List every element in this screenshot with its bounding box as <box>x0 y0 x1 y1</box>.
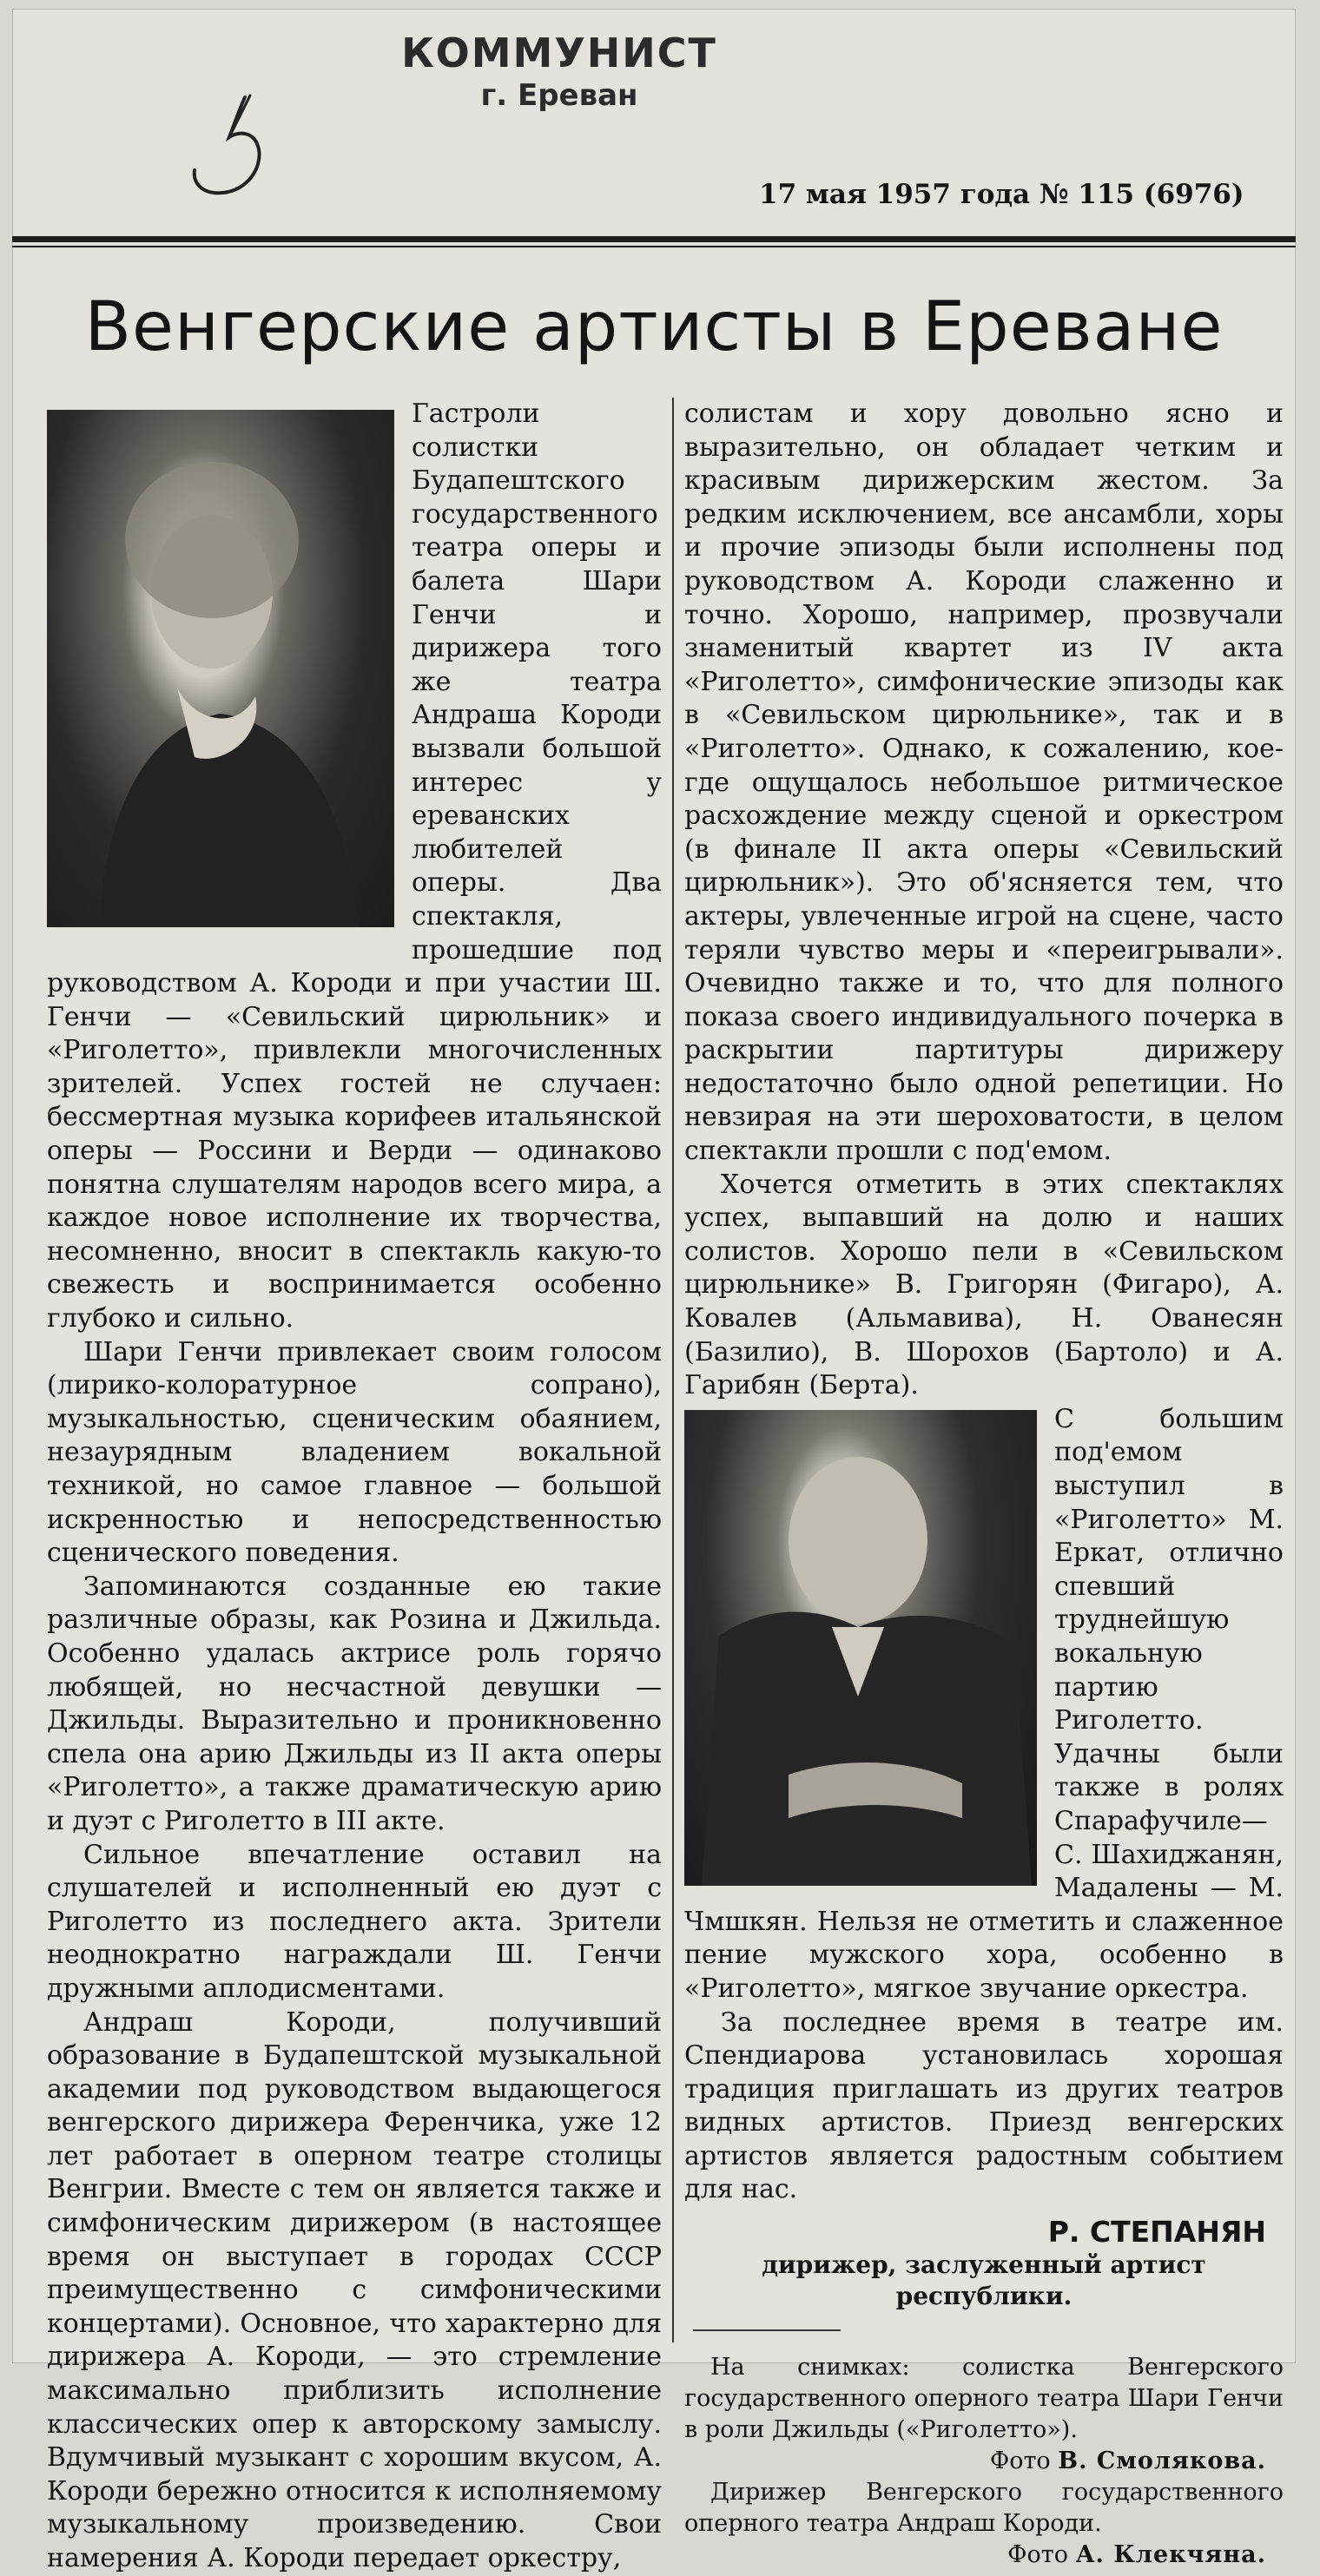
paragraph <box>47 398 662 1336</box>
paragraph: Андраш Короди, получивший образование в Будапештской музыкальной академии под руководством выдающегося венгерского дирижера Ференчика, уже 12 лет работает в оперном театре столицы Венгрии. Вместе с тем он является также и симфоническим дирижером (в настоящее время он выступает в городах СССР преимущественно с симфоническими концертами). Основное, что характерно для дирижера А. Короди, — это стремление максимально приблизить исполнение классических опер к авторскому замыслу. Вдумчивый музыкант с хорошим вкусом, А. Короди бережно относится к исполняемому музыкальному произведению. Свои намерения А. Короди передает оркестру, <box>47 2006 662 2573</box>
newspaper-clipping <box>12 9 1296 2573</box>
photo-soloist <box>47 410 394 927</box>
paragraph: За последнее время в театре им. Спендиарова установилась хорошая традиция приглашать из других театров видных артистов. Приезд венгерских артистов является радостным событием для нас. <box>684 2006 1284 2205</box>
paragraph: Хочется отметить в этих спектаклях успех, выпавший на долю и наших солистов. Хорошо пели в «Севильском цирюльнике» В. Григорян (Фигаро), А. Ковалев (Альмавива), Н. Ованесян (Базилио), В. Шорохов (Бартоло) и А. Гарибян (Берта). <box>684 1169 1284 1401</box>
caption-photo-two: Дирижер Венгерского государственного оперного театра Андраш Короди. <box>684 2478 1284 2537</box>
masthead-rule-thin <box>12 246 1296 247</box>
paragraph: Сильное впечатление оставил на слушателей и исполненный ею дуэт с Риголетто из последнего акта. Зрители неоднократно награждали Ш. Генчи дружными аплодисментами. <box>47 1839 662 2004</box>
credit-name: А. Клекчяна. <box>1075 2540 1266 2568</box>
conductor-portrait-icon <box>684 1410 1037 1886</box>
newspaper-stamp <box>386 30 733 113</box>
issue-date-number: 17 мая 1957 года № 115 (6976) <box>759 179 1244 210</box>
credit-photo-one <box>684 2446 1284 2477</box>
photo-conductor <box>684 1410 1037 1886</box>
author-title: дирижер, заслуженный артист республики. <box>762 2250 1206 2310</box>
credit-label: Фото <box>1007 2540 1068 2568</box>
paragraph-text: С большим под'емом выступил в «Риголетто» М. Еркат, отлично спевший труднейшую вокальную партию Риголетто. Удачны были также в ролях Спарафучиле—С. Шахиджанян, Мадалены — М. Чмшкян. Нельзя не отметить и слаженное пение мужского хора, особенно в «Риголетто», мягкое звучание оркестра. <box>684 1403 1284 2004</box>
credit-name: В. Смолякова. <box>1058 2447 1266 2474</box>
article-left-column <box>47 398 662 2576</box>
paragraph <box>684 1403 1284 2006</box>
author-name: Р. СТЕПАНЯН <box>1047 2215 1266 2250</box>
newspaper-city: г. Ереван <box>480 78 638 113</box>
credit-label: Фото <box>989 2447 1051 2474</box>
article-right-column <box>684 398 1284 2571</box>
paragraph: солистам и хору довольно ясно и выразительно, он обладает четким и красивым дирижерским жестом. За редким исключением, все ансамбли, хоры и прочие эпизоды были исполнены под руководством А. Короди слаженно и точно. Хорошо, например, прозвучали знаменитый квартет из IV акта «Риголетто», симфонические эпизоды как в «Севильском цирюльнике», так и в «Риголетто». Однако, к сожалению, кое-где ощущалось небольшое ритмическое расхождение между сценой и оркестром (в финале II акта оперы «Севильский цирюльник»). Это об'ясняется тем, что актеры, увлеченные игрой на сцене, часто теряли чувство меры и «переигрывали». Очевидно также и то, что для полного показа своего индивидуального почерка в раскрытии партитуры дирижеру недостаточно было одной репетиции. Но невзирая на эти шероховатости, в целом спектакли прошли с под'емом. <box>684 399 1284 1167</box>
handwritten-mark <box>177 87 273 208</box>
caption-photo-one: На снимках: солистка Венгерского государственного оперного театра Шари Генчи в роли Джильды («Риголетто»). <box>684 2353 1284 2443</box>
paragraph: Запоминаются созданные ею такие различные образы, как Розина и Джильда. Особенно удалась актрисе роль горячо любящей, но несчастной девушки — Джильды. Выразительно и проникновенно спела она арию Джильды из II акта оперы «Риголетто», а также драматическую арию и дуэт с Риголетто в III акте. <box>47 1571 662 1836</box>
photo-captions <box>684 2352 1284 2571</box>
caption-rule <box>693 2329 841 2331</box>
masthead-rule <box>12 236 1296 242</box>
column-divider <box>672 398 674 2342</box>
paragraph-text: Гастроли солистки Будапештского государственного театра оперы и балета Шари Генчи и дирижера того же театра Андраша Короди вызвали большой интерес у ереванских любителей оперы. Два спектакля, прошедшие под руководством А. Короди и при участии Ш. Генчи — «Севильский цирюльник» и «Риголетто», привлекли многочисленных зрителей. Успех гостей не случаен: бессмертная музыка корифеев итальянской оперы — Россини и Верди — одинаково понятна слушателям народов всего мира, а каждое новое исполнение их творчества, несомненно, вносит в спектакль какую-то свежесть и воспринимается особенно глубоко и сильно. <box>47 399 662 1334</box>
newspaper-name: КОММУНИСТ <box>401 30 717 76</box>
article-headline: Венгерские артисты в Ереване <box>84 288 1224 366</box>
soloist-portrait-icon <box>47 410 394 927</box>
paragraph: Шари Генчи привлекает своим голосом (лирико-колоратурное сопрано), музыкальностью, сценическим обаянием, незаурядным владением вокальной техникой, но самое главное — большой искренностью и непосредственностью сценического поведения. <box>47 1336 662 1569</box>
credit-photo-two <box>684 2540 1284 2571</box>
